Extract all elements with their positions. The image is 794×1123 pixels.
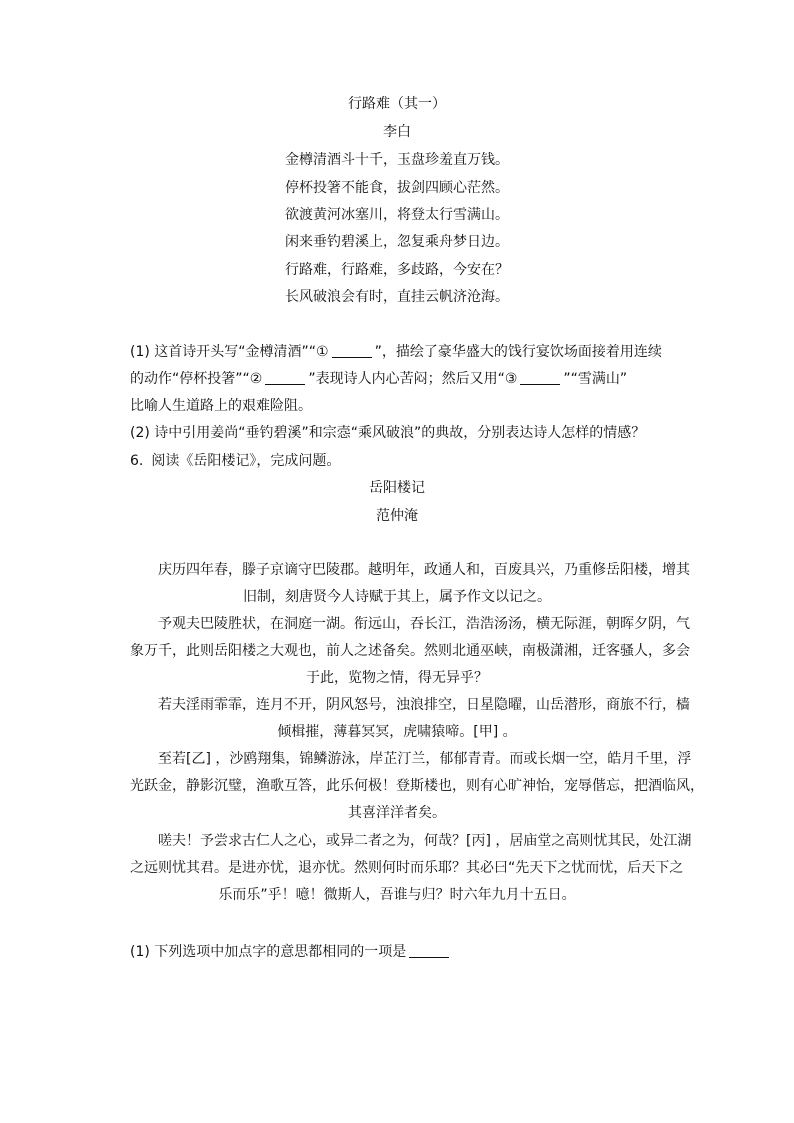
essay-line: 光跃金，静影沉璧，渔歌互答，此乐何极！登斯楼也，则有心旷神怡，宠辱偕忘，把酒临风，: [130, 778, 704, 794]
answer-blank-1[interactable]: [332, 343, 372, 358]
question-text: ”，描绘了豪华盛大的饯行宴饮场面接着用连续: [374, 344, 662, 360]
question-text: ”表现诗人内心苦闷；然后又用“③: [308, 371, 518, 387]
essay-line: 其喜洋洋者矣。: [348, 805, 446, 821]
essay-line: 若夫淫雨霏霏，连月不开，阴风怒号，浊浪排空，日星隐曜，山岳潜形，商旅不行，樯: [158, 697, 690, 713]
poem-line: 停杯投箸不能食，拔剑四顾心茫然。: [285, 180, 509, 196]
poem-line: 欲渡黄河冰塞川，将登太行雪满山。: [285, 207, 509, 223]
poem-line: 行路难，行路难，多歧路，今安在？: [285, 262, 509, 278]
question-number: 6.: [130, 453, 144, 469]
poem-line: 金樽清酒斗十千，玉盘珍羞直万钱。: [285, 152, 509, 168]
poem-author: 李白: [383, 124, 411, 140]
answer-blank[interactable]: [409, 943, 449, 958]
answer-blank-3[interactable]: [520, 370, 560, 385]
question-text: 的动作“停杯投箸”“②: [130, 371, 263, 387]
question-1-line-2: [130, 369, 627, 389]
essay-line: 倾楫摧，薄暮冥冥，虎啸猿啼。[甲] 。: [277, 724, 517, 740]
section-6-instruction: [130, 451, 340, 471]
instruction-text: 阅读《岳阳楼记》，完成问题。: [151, 453, 341, 469]
essay-line: 至若[乙] ，沙鸥翔集，锦鳞游泳，岸芷汀兰，郁郁青青。而或长烟一空，皓月千里，浮: [158, 751, 692, 767]
question-text: (1) 下列选项中加点字的意思都相同的一项是: [130, 944, 407, 960]
poem-line: 闲来垂钓碧溪上，忽复乘舟梦日边。: [285, 234, 509, 250]
question-text: (1) 这首诗开头写“金樽清酒”“①: [130, 344, 329, 360]
essay-author: 范仲淹: [376, 508, 418, 524]
poem-line: 长风破浪会有时，直挂云帆济沧海。: [285, 289, 509, 305]
question-1-line-3: 比喻人生道路上的艰难险阻。: [130, 398, 312, 414]
question-text: ”“雪满山”: [563, 371, 628, 387]
section-6-question-1: [130, 942, 452, 962]
answer-blank-2[interactable]: [265, 370, 305, 385]
poem-title: 行路难（其一）: [348, 96, 446, 112]
essay-line: 象万千，此则岳阳楼之大观也，前人之述备矣。然则北通巫峡，南极潇湘，迁客骚人，多会: [130, 643, 690, 659]
essay-line: 乐而乐”乎！噫！微斯人，吾谁与归？时六年九月十五日。: [218, 887, 576, 903]
essay-line: 庆历四年春，滕子京谪守巴陵郡。越明年，政通人和，百废具兴，乃重修岳阳楼，增其: [158, 562, 690, 578]
essay-line: 予观夫巴陵胜状，在洞庭一湖。衔远山，吞长江，浩浩汤汤，横无际涯，朝晖夕阴，气: [158, 616, 690, 632]
essay-line: 旧制，刻唐贤今人诗赋于其上，属予作文以记之。: [243, 589, 551, 605]
essay-line: 于此，览物之情，得无异乎？: [306, 670, 488, 686]
essay-title: 岳阳楼记: [369, 480, 425, 496]
essay-line: 之远则忧其君。是进亦忧，退亦忧。然则何时而乐耶？其必曰“先天下之忧而忧，后天下之: [130, 860, 684, 876]
question-1-line-1: [130, 342, 662, 362]
essay-line: 嗟夫！予尝求古仁人之心，或异二者之为，何哉？[丙] ，居庙堂之高则忧其民，处江湖: [158, 833, 692, 849]
question-2: (2) 诗中引用姜尚“垂钓碧溪”和宗悫“乘风破浪”的典故，分别表达诗人怎样的情感？: [130, 425, 646, 441]
